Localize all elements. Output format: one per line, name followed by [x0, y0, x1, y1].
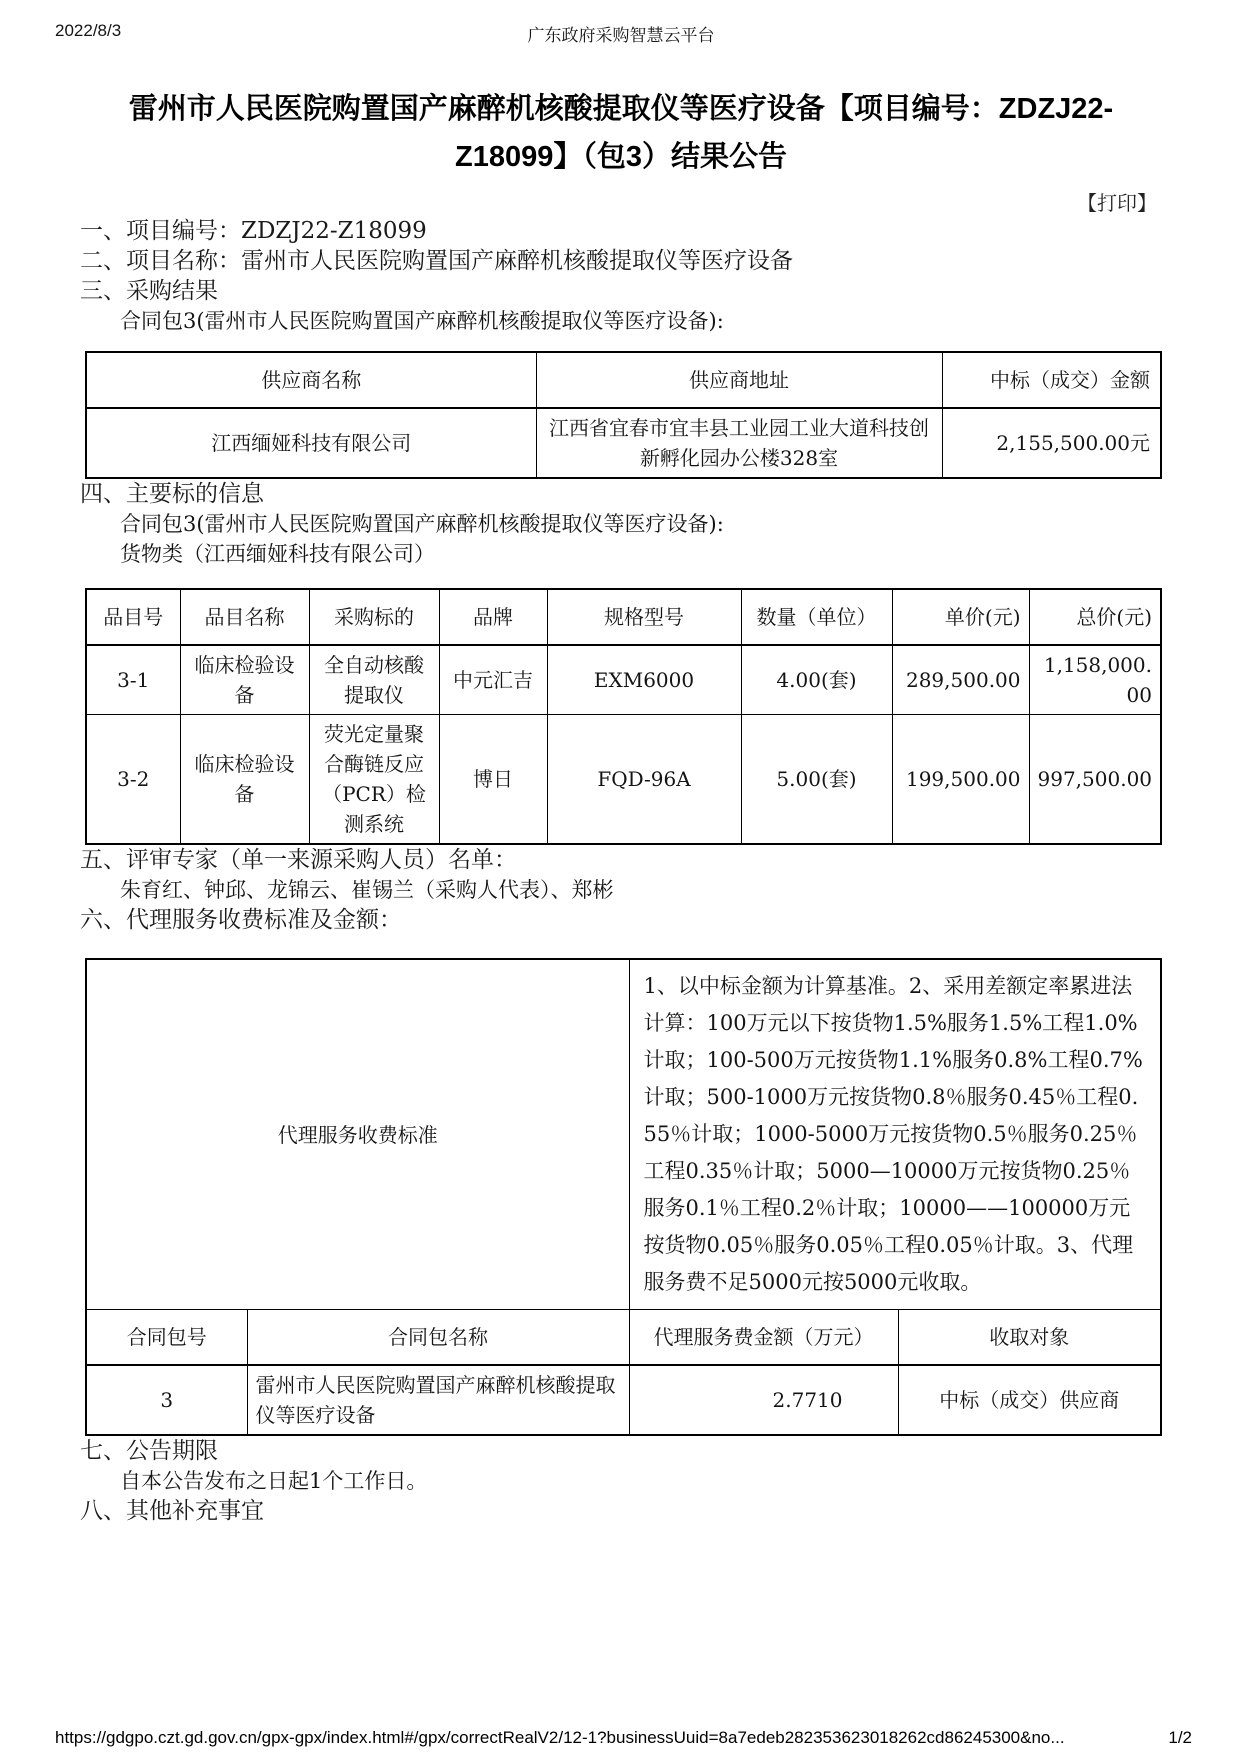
column-header-award-amount: 中标（成交）金额 — [942, 352, 1161, 408]
section-heading-announcement-period: 七、公告期限 — [80, 1437, 218, 1464]
column-header-package-name: 合同包名称 — [247, 1310, 629, 1365]
section-heading-project-number: 一、项目编号：ZDZJ22-Z18099 — [80, 218, 427, 244]
procurement-subject-cell: 荧光定量聚合酶链反应（PCR）检测系统 — [309, 715, 439, 845]
supplier-address-cell: 江西省宜春市宜丰县工业园工业大道科技创新孵化园办公楼328室 — [536, 408, 942, 478]
brand-cell: 中元汇吉 — [439, 645, 547, 715]
column-header-quantity: 数量（单位） — [741, 589, 892, 645]
page-title-line-2: Z18099】（包3）结果公告 — [455, 141, 787, 173]
main-subject-intro: 合同包3(雷州市人民医院购置国产麻醉机核酸提取仪等医疗设备): — [120, 512, 724, 536]
print-header — [0, 0, 1242, 45]
supplier-name-cell: 江西缅娅科技有限公司 — [86, 408, 536, 478]
section-heading-main-subject-info: 四、主要标的信息 — [80, 481, 264, 507]
page-title-line-1: 雷州市人民医院购置国产麻醉机核酸提取仪等医疗设备【项目编号：ZDZJ22- — [128, 93, 1114, 125]
column-header-fee-amount: 代理服务费金额（万元） — [629, 1310, 898, 1365]
fee-standard-text: 1、以中标金额为计算基准。2、采用差额定率累进法计算：100万元以下按货物1.5%服务1.5%工程1.0%计取；100-500万元按货物1.1%服务0.8%工程0.7%计取；500-1000万元按货物0.8％服务0.45％工程0.55％计取；1000-5000万元按货物0.5％服务0.25％工程0.35％计取；5000—10000万元按货物0.25％服务0.1％工程0.2％计取；10000——100000万元按货物0.05％服务0.05％工程0.05％计取。3、代理服务费不足5000元按5000元收取。 — [629, 959, 1161, 1310]
column-header-fee-payer: 收取对象 — [898, 1310, 1161, 1365]
section-heading-agency-fee: 六、代理服务收费标准及金额： — [80, 907, 402, 933]
brand-cell: 博日 — [439, 715, 547, 845]
item-name-cell: 临床检验设备 — [180, 645, 309, 715]
items-table — [85, 588, 1162, 845]
items-table-header-row — [86, 589, 1161, 645]
result-table-header-row — [86, 352, 1161, 408]
toolbar — [0, 187, 1157, 216]
footer-url: https://gdgpo.czt.gd.gov.cn/gpx-gpx/index.html#/gpx/correctRealV2/12-1?businessUuid=8a7edeb282353623018262cd86245300&no... — [55, 1728, 1065, 1747]
column-header-model: 规格型号 — [547, 589, 741, 645]
section-heading-project-name: 二、项目名称：雷州市人民医院购置国产麻醉机核酸提取仪等医疗设备 — [80, 248, 793, 274]
fee-payer-cell: 中标（成交）供应商 — [898, 1365, 1161, 1435]
quantity-cell: 4.00(套) — [741, 645, 892, 715]
column-header-unit-price: 单价(元) — [892, 589, 1029, 645]
package-name-cell: 雷州市人民医院购置国产麻醉机核酸提取仪等医疗设备 — [247, 1365, 629, 1435]
item-name-cell: 临床检验设备 — [180, 715, 309, 845]
platform-name: 广东政府采购智慧云平台 — [527, 26, 715, 46]
page-indicator: 1/2 — [1168, 1728, 1192, 1747]
section-heading-other-matters: 八、其他补充事宜 — [80, 1497, 264, 1524]
experts-names: 朱育红、钟邱、龙锦云、崔锡兰（采购人代表）、郑彬 — [120, 878, 614, 902]
quantity-cell: 5.00(套) — [741, 715, 892, 845]
table-row — [86, 715, 1161, 845]
model-cell: FQD-96A — [547, 715, 741, 845]
fee-amount-cell: 2.7710 — [629, 1365, 898, 1435]
fee-table-header-row — [86, 1310, 1161, 1365]
fee-standard-row — [86, 959, 1161, 1310]
procurement-result-intro: 合同包3(雷州市人民医院购置国产麻醉机核酸提取仪等医疗设备): — [120, 309, 724, 333]
column-header-procurement-subject: 采购标的 — [309, 589, 439, 645]
fee-standard-label: 代理服务收费标准 — [86, 959, 629, 1310]
section-heading-procurement-result: 三、采购结果 — [80, 278, 218, 304]
total-price-cell: 997,500.00 — [1029, 715, 1161, 845]
column-header-total-price: 总价(元) — [1029, 589, 1161, 645]
package-no-cell: 3 — [86, 1365, 247, 1435]
award-amount-cell: 2,155,500.00元 — [942, 408, 1161, 478]
total-price-cell: 1,158,000.00 — [1029, 645, 1161, 715]
column-header-supplier-name: 供应商名称 — [86, 352, 536, 408]
section-heading-experts: 五、评审专家（单一来源采购人员）名单： — [80, 847, 517, 873]
print-date: 2022/8/3 — [55, 21, 122, 40]
item-no-cell: 3-1 — [86, 645, 180, 715]
table-row — [86, 645, 1161, 715]
model-cell: EXM6000 — [547, 645, 741, 715]
print-footer — [55, 1728, 1192, 1748]
unit-price-cell: 199,500.00 — [892, 715, 1029, 845]
column-header-brand: 品牌 — [439, 589, 547, 645]
column-header-item-no: 品目号 — [86, 589, 180, 645]
item-no-cell: 3-2 — [86, 715, 180, 845]
result-table — [85, 351, 1162, 479]
table-row — [86, 408, 1161, 478]
announcement-period-text: 自本公告发布之日起1个工作日。 — [120, 1468, 428, 1493]
column-header-supplier-address: 供应商地址 — [536, 352, 942, 408]
column-header-package-no: 合同包号 — [86, 1310, 247, 1365]
procurement-subject-cell: 全自动核酸提取仪 — [309, 645, 439, 715]
main-subject-category: 货物类（江西缅娅科技有限公司） — [120, 542, 435, 566]
column-header-item-name: 品目名称 — [180, 589, 309, 645]
agency-fee-table — [85, 958, 1162, 1436]
unit-price-cell: 289,500.00 — [892, 645, 1029, 715]
page-title — [88, 85, 1154, 181]
table-row — [86, 1365, 1161, 1435]
print-button[interactable]: 【打印】 — [1077, 191, 1157, 215]
